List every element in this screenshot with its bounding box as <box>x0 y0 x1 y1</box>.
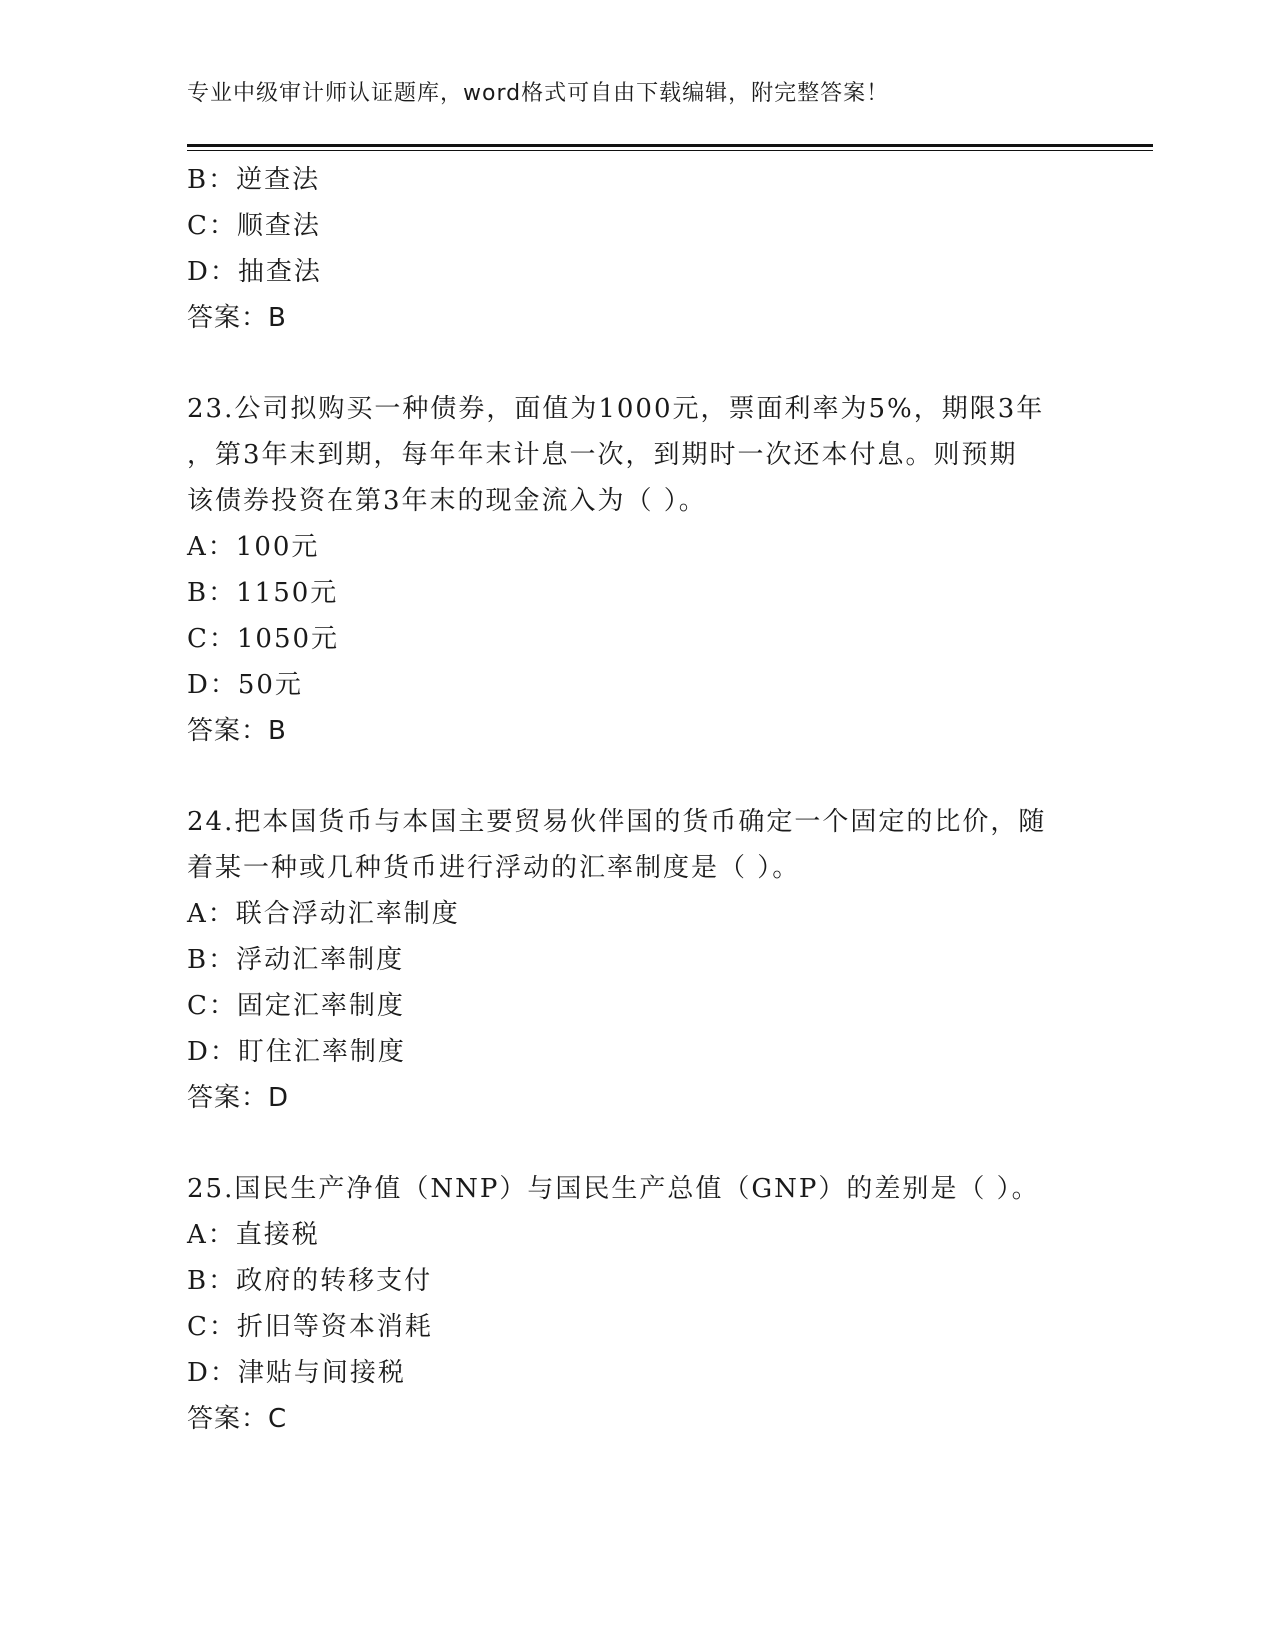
question-22-continuation <box>187 157 1087 341</box>
answer-line: 答案：C <box>187 1404 288 1434</box>
option-c: C：1050元 <box>187 624 340 654</box>
option-b: B：浮动汇率制度 <box>187 945 405 975</box>
question-24 <box>187 799 1087 1121</box>
header-rule-thick <box>187 144 1153 147</box>
question-25 <box>187 1166 1087 1442</box>
page-header: 专业中级审计师认证题库，word格式可自由下载编辑，附完整答案！ <box>187 81 890 106</box>
spacer <box>187 1121 1087 1166</box>
option-d: D：津贴与间接税 <box>187 1358 406 1388</box>
option-d: D：抽查法 <box>187 257 322 287</box>
question-stem <box>187 799 1087 891</box>
answer-line: 答案：D <box>187 1083 290 1113</box>
document-body <box>187 157 1087 1442</box>
stem-line: 24.把本国货币与本国主要贸易伙伴国的货币确定一个固定的比价，随 <box>187 807 1047 837</box>
option-c: C：顺查法 <box>187 211 321 241</box>
option-d: D：盯住汇率制度 <box>187 1037 406 1067</box>
option-a: A：联合浮动汇率制度 <box>187 899 460 929</box>
question-stem <box>187 386 1087 524</box>
question-23 <box>187 386 1087 754</box>
stem-line: ，第3年末到期，每年年末计息一次，到期时一次还本付息。则预期 <box>187 440 1018 470</box>
option-b: B：逆查法 <box>187 165 321 195</box>
header-rule-thin <box>187 150 1153 151</box>
stem-line: 25.国民生产净值（NNP）与国民生产总值（GNP）的差别是（ ）。 <box>187 1174 1040 1204</box>
spacer <box>187 754 1087 799</box>
option-b: B：政府的转移支付 <box>187 1266 433 1296</box>
option-a: A：直接税 <box>187 1220 320 1250</box>
option-b: B：1150元 <box>187 578 339 608</box>
stem-line: 着某一种或几种货币进行浮动的汇率制度是（ ）。 <box>187 853 801 883</box>
answer-line: 答案：B <box>187 303 287 333</box>
spacer <box>187 341 1087 386</box>
option-a: A：100元 <box>187 532 320 562</box>
question-stem <box>187 1166 1087 1212</box>
option-d: D：50元 <box>187 670 303 700</box>
stem-line: 23.公司拟购买一种债券，面值为1000元，票面利率为5%，期限3年 <box>187 394 1045 424</box>
stem-line: 该债券投资在第3年末的现金流入为（ ）。 <box>187 486 707 516</box>
answer-line: 答案：B <box>187 716 287 746</box>
option-c: C：折旧等资本消耗 <box>187 1312 433 1342</box>
option-c: C：固定汇率制度 <box>187 991 405 1021</box>
